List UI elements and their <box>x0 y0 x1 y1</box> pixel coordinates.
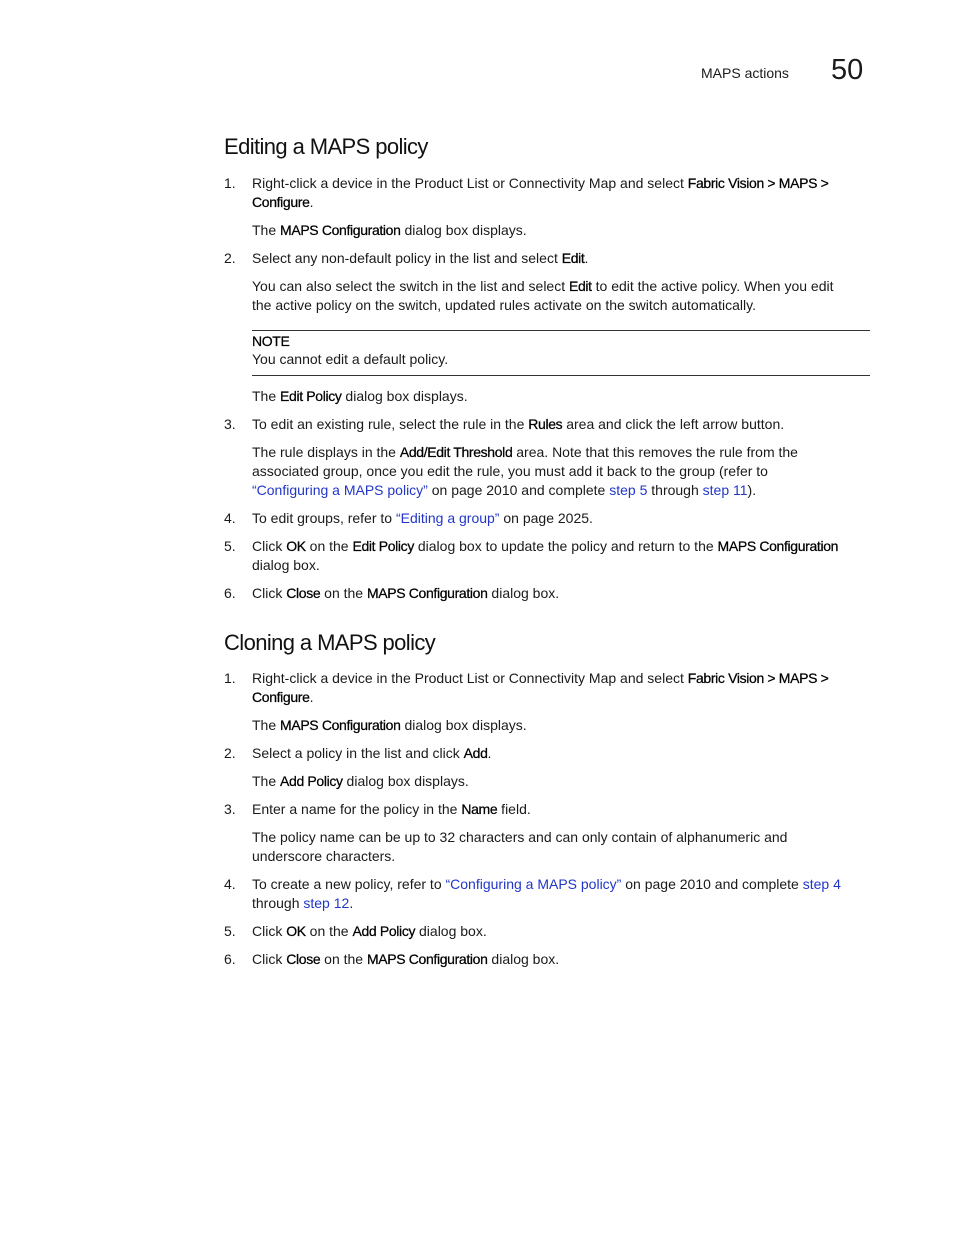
step-detail: The policy name can be up to 32 characters and can only contain of alphanumeric and underscore characters. <box>252 829 788 864</box>
step-text: Select a policy in the list and click Add. <box>252 745 492 761</box>
note-bottom-rule <box>252 375 870 376</box>
step-text: Click Close on the MAPS Configuration dialog box. <box>252 951 560 967</box>
section-heading-editing: Editing a MAPS policy <box>224 134 428 159</box>
step-result: The MAPS Configuration dialog box displays. <box>252 717 527 733</box>
step-number: 1. <box>224 670 236 686</box>
note-top-rule <box>252 330 870 331</box>
step-number: 1. <box>224 175 236 191</box>
step-text: To create a new policy, refer to “Configuring a MAPS policy” on page 2010 and complete step 4 through step 12. <box>252 876 841 911</box>
link-step-12[interactable]: step 12 <box>303 895 350 911</box>
step-number: 3. <box>224 801 236 817</box>
note-label: NOTE <box>252 333 290 349</box>
step-result: The MAPS Configuration dialog box displays. <box>252 222 527 238</box>
step-text: To edit an existing rule, select the rule in the Rules area and click the left arrow button. <box>252 416 785 432</box>
link-configuring-maps-policy[interactable]: “Configuring a MAPS policy” <box>252 482 428 498</box>
step-number: 5. <box>224 538 236 554</box>
step-number: 6. <box>224 585 236 601</box>
step-text: Click OK on the Edit Policy dialog box to update the policy and return to the MAPS Configuration dialog box. <box>252 538 839 573</box>
section-heading-cloning: Cloning a MAPS policy <box>224 630 436 655</box>
step-text: Right-click a device in the Product List or Connectivity Map and select Fabric Vision > MAPS > Configure. <box>252 175 829 210</box>
step-text: Click OK on the Add Policy dialog box. <box>252 923 487 939</box>
note-text: You cannot edit a default policy. <box>252 351 449 367</box>
link-step-5[interactable]: step 5 <box>609 482 648 498</box>
step-number: 5. <box>224 923 236 939</box>
step-text: Right-click a device in the Product List or Connectivity Map and select Fabric Vision > MAPS > Configure. <box>252 670 829 705</box>
step-number: 4. <box>224 510 236 526</box>
link-step-4[interactable]: step 4 <box>802 876 841 892</box>
step-result: The Edit Policy dialog box displays. <box>252 388 468 404</box>
step-detail: You can also select the switch in the list and select Edit to edit the active policy. When you edit the active policy on the switch, updated rules activate on the switch automatically. <box>252 278 834 313</box>
step-number: 6. <box>224 951 236 967</box>
running-header-section: MAPS actions <box>701 65 789 81</box>
link-configuring-maps-policy[interactable]: “Configuring a MAPS policy” <box>445 876 622 892</box>
step-text: Click Close on the MAPS Configuration dialog box. <box>252 585 560 601</box>
step-number: 2. <box>224 745 236 761</box>
link-step-11[interactable]: step 11 <box>702 482 748 498</box>
step-number: 2. <box>224 250 236 266</box>
step-text: Select any non-default policy in the list and select Edit. <box>252 250 589 266</box>
step-detail: The rule displays in the Add/Edit Threshold area. Note that this removes the rule from the associated group, once you edit the rule, you must add it back to the group (refer to “Configuring a MAPS policy” on page 2010 and complete step 5 through step 11). <box>252 444 798 498</box>
step-number: 3. <box>224 416 236 432</box>
chapter-number: 50 <box>831 54 864 86</box>
step-text: To edit groups, refer to “Editing a group” on page 2025. <box>252 510 593 526</box>
step-text: Enter a name for the policy in the Name field. <box>252 801 531 817</box>
step-number: 4. <box>224 876 236 892</box>
step-result: The Add Policy dialog box displays. <box>252 773 469 789</box>
link-editing-group[interactable]: “Editing a group” <box>395 510 500 526</box>
